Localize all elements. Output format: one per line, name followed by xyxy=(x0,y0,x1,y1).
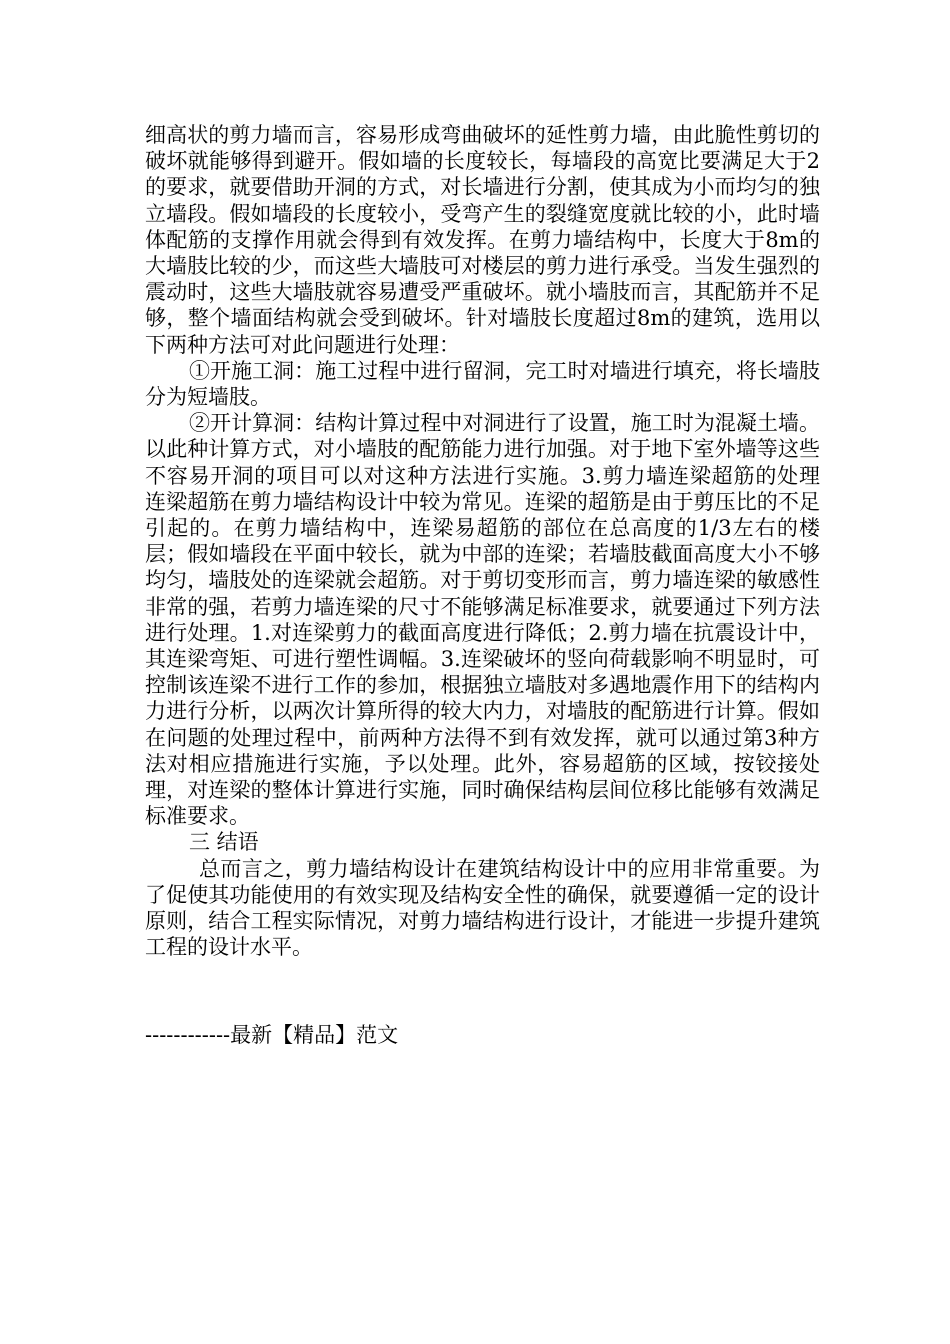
section-heading-conclusion: 三 结语 xyxy=(189,830,259,855)
document-body xyxy=(145,122,820,961)
paragraph-wall-design: 细高状的剪力墙而言，容易形成弯曲破坏的延性剪力墙，由此脆性剪切的破坏就能够得到避开。假如墙的长度较长，每墙段的高宽比要满足大于2的要求，就要借助开洞的方式，对长墙进行分割，使其成为小而均匀的独立墙段。假如墙段的长度较小，受弯产生的裂缝宽度就比较的小，此时墙体配筋的支撑作用就会得到有效发挥。在剪力墙结构中，长度大于8m的大墙肢比较的少，而这些大墙肢可对楼层的剪力进行承受。当发生强烈的震动时，这些大墙肢就容易遭受严重破坏。就小墙肢而言，其配筋并不足够，整个墙面结构就会受到破坏。针对墙肢长度超过8m的建筑，选用以下两种方法可对此问题进行处理： xyxy=(145,123,820,357)
paragraph-method-2: ②开计算洞：结构计算过程中对洞进行了设置，施工时为混凝土墙。以此种计算方式，对小墙肢的配筋能力进行加强。对于地下室外墙等这些不容易开洞的项目可以对这种方法进行实施。3.剪力墙连梁超筋的处理 连梁超筋在剪力墙结构设计中较为常见。连梁的超筋是由于剪压比的不足引起的。在剪力墙结构中，连梁易超筋的部位在总高度的1/3左右的楼层；假如墙段在平面中较长，就为中部的连梁；若墙肢截面高度大小不够均匀，墙肢处的连梁就会超筋。对于剪切变形而言，剪力墙连梁的敏感性非常的强，若剪力墙连梁的尺寸不能够满足标准要求，就要通过下列方法进行处理。1.对连梁剪力的截面高度进行降低；2.剪力墙在抗震设计中，其连梁弯矩、可进行塑性调幅。3.连梁破坏的竖向荷载影响不明显时，可控制该连梁不进行工作的参加，根据独立墙肢对多遇地震作用下的结构内力进行分析，以两次计算所得的较大内力，对墙肢的配筋进行计算。假如在问题的处理过程中，前两种方法得不到有效发挥，就可以通过第3种方法对相应措施进行实施，予以处理。此外，容易超筋的区域，按铰接处理，对连梁的整体计算进行实施，同时确保结构层间位移比能够有效满足标准要求。 xyxy=(145,411,820,829)
paragraph-method-1: ①开施工洞：施工过程中进行留洞，完工时对墙进行填充，将长墙肢分为短墙肢。 xyxy=(145,358,820,410)
paragraph-conclusion: 总而言之，剪力墙结构设计在建筑结构设计中的应用非常重要。为了促使其功能使用的有效实现及结构安全性的确保，就要遵循一定的设计原则，结合工程实际情况，对剪力墙结构进行设计，才能进一步提升建筑工程的设计水平。 xyxy=(145,856,820,960)
document-footer: ------------最新【精品】范文 xyxy=(145,1023,399,1047)
